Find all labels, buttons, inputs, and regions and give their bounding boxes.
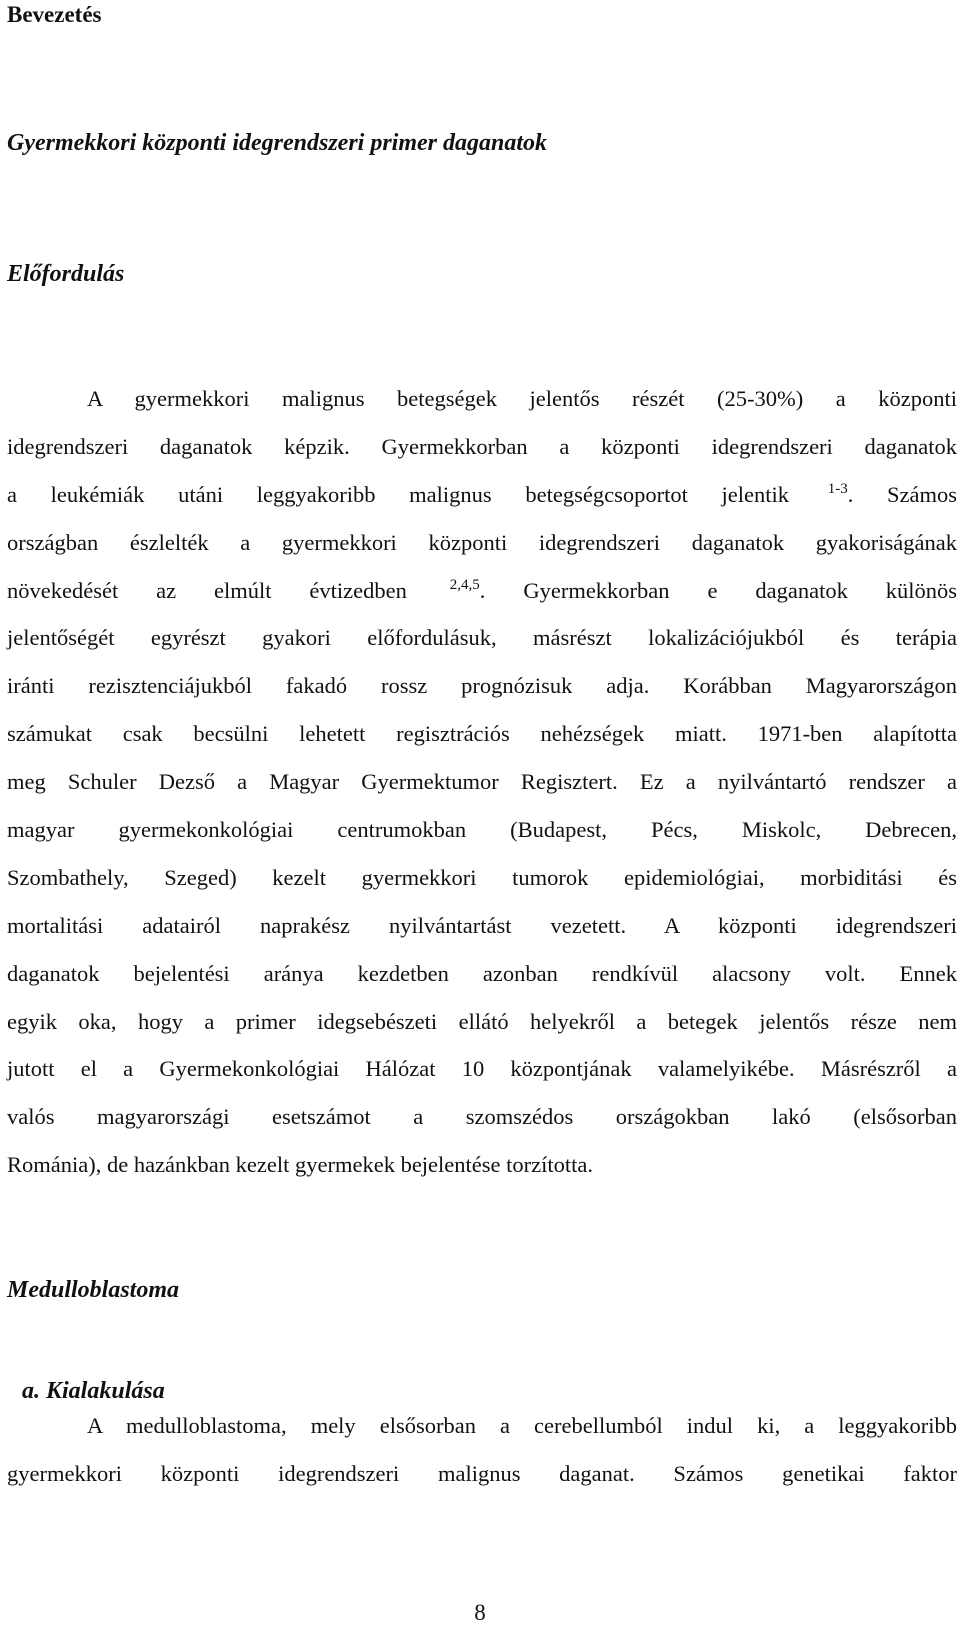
paragraph-line-text: növekedését az elmúlt évtizedben — [7, 577, 407, 603]
page-number: 8 — [474, 1600, 486, 1625]
paragraph-line: jelentőségét egyrészt gyakori előfordulásuk, másrészt lokalizációjukból és terápia — [7, 625, 957, 651]
chapter-title: Bevezetés — [7, 2, 102, 27]
paragraph-line: számukat csak becsülni lehetett regisztrációs nehézségek miatt. 1971-ben alapította — [7, 721, 957, 747]
paragraph-line: valós magyarországi esetszámot a szomszédos országokban lakó (elsősorban — [7, 1104, 957, 1130]
paragraph-line: meg Schuler Dezső a Magyar Gyermektumor Regisztert. Ez a nyilvántartó rendszer a — [7, 769, 957, 795]
paragraph-line: daganatok bejelentési aránya kezdetben azonban rendkívül alacsony volt. Ennek — [7, 960, 957, 986]
paragraph-line: gyermekkori központi idegrendszeri malignus daganat. Számos genetikai faktor — [7, 1460, 957, 1486]
paragraph-line — [7, 567, 957, 615]
citation-reference: 1-3 — [827, 480, 848, 497]
subsection-title: Előfordulás — [7, 261, 125, 287]
paragraph-line-text: a leukémiák utáni leggyakoribb malignus betegségcsoportot jelentik — [7, 481, 789, 507]
paragraph-medulloblastoma — [7, 1402, 957, 1498]
paragraph-line — [7, 471, 957, 519]
paragraph-line: jutott el a Gyermekonkológiai Hálózat 10 központjának valamelyikébe. Másrészről a — [7, 1056, 957, 1082]
paragraph-line: Románia), de hazánkban kezelt gyermekek bejelentése torzította. — [7, 1152, 593, 1178]
paragraph-line: A medulloblastoma, mely elsősorban a cerebellumból indul ki, a leggyakoribb — [87, 1413, 957, 1438]
paragraph-line: A gyermekkori malignus betegségek jelentős részét (25-30%) a központi — [87, 386, 957, 411]
paragraph-line-text: . Gyermekkorban e daganatok különös — [479, 577, 957, 603]
paragraph-line: egyik oka, hogy a primer idegsebészeti ellátó helyekről a betegek jelentős része nem — [7, 1008, 957, 1034]
paragraph-line: iránti rezisztenciájukból fakadó rossz prognózisuk adja. Korábban Magyarországon — [7, 673, 957, 699]
citation-reference: 2,4,5 — [449, 576, 480, 593]
paragraph-line: Szombathely, Szeged) kezelt gyermekkori tumorok epidemiológiai, morbiditási és — [7, 864, 957, 890]
paragraph-line-text: . Számos — [847, 481, 958, 507]
paragraph-occurrence — [7, 375, 957, 1189]
paragraph-line: országban észlelték a gyermekkori központi idegrendszeri daganatok gyakoriságának — [7, 529, 957, 555]
subsubsection-title: a. Kialakulása — [22, 1378, 165, 1404]
paragraph-line: mortalitási adatairól naprakész nyilvántartást vezetett. A központi idegrendszeri — [7, 912, 957, 938]
subsection-title-medulloblastoma: Medulloblastoma — [7, 1277, 180, 1303]
paragraph-line: magyar gyermekonkológiai centrumokban (Budapest, Pécs, Miskolc, Debrecen, — [7, 817, 957, 843]
section-title: Gyermekkori központi idegrendszeri primer daganatok — [7, 130, 548, 156]
paragraph-line: idegrendszeri daganatok képzik. Gyermekkorban a központi idegrendszeri daganatok — [7, 433, 957, 459]
